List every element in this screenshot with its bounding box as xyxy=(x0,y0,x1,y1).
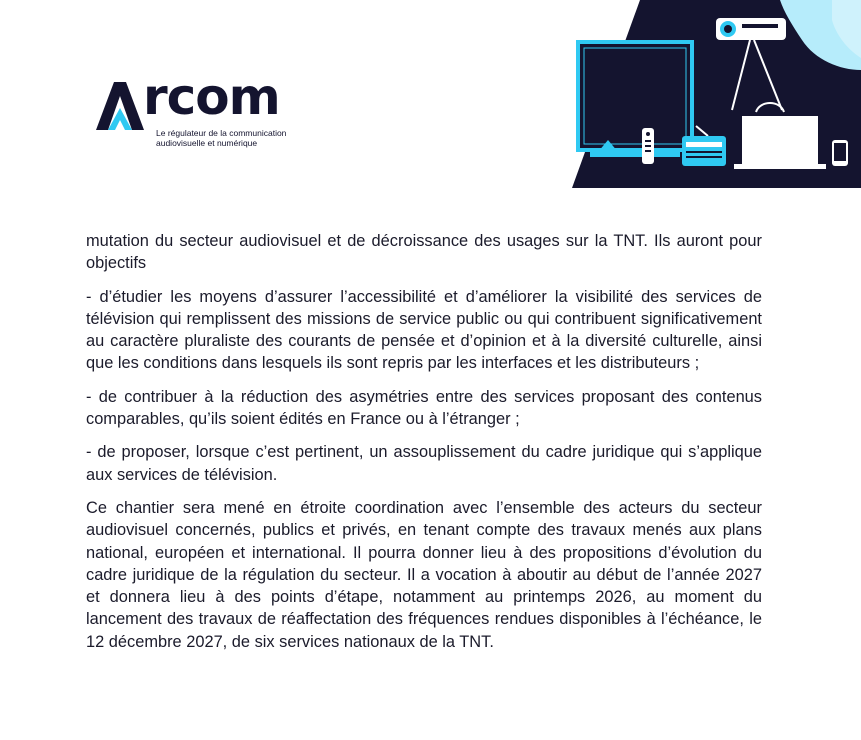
arcom-tagline xyxy=(156,128,326,148)
document-body xyxy=(86,230,762,664)
paragraph-objective-framework: - de proposer, lorsque c’est pertinent, un assouplissement du cadre juridique qui s’applique aux services de télévision. xyxy=(86,443,762,484)
paragraph-coordination: Ce chantier sera mené en étroite coordination avec l’ensemble des acteurs du secteur audiovisuel concernés, publics et privés, en tenant compte des travaux menés aux plans national, européen et international. Il pourra donner lieu à des propositions d’évolution du cadre juridique de la régulation du secteur. Il a vocation à aboutir au début de l’année 2027 et donnera lieu à des points d’étape, notamment au printemps 2026, au moment du lancement des travaux de réaffectation des fréquences rendues disponibles à l’échéance, le 12 décembre 2027, de six services nationaux de la TNT. xyxy=(86,498,762,651)
hero-illustration xyxy=(570,0,861,188)
tagline-line-1: Le régulateur de la communication xyxy=(156,128,287,138)
paragraph-intro: mutation du secteur audiovisuel et de décroissance des usages sur la TNT. Ils auront pour objectifs xyxy=(86,232,762,273)
television-icon xyxy=(576,40,694,157)
arcom-logo xyxy=(92,68,322,158)
paragraph-objective-accessibility: - d’étudier les moyens d’assurer l’accessibilité et d’améliorer la visibilité des services de télévision qui remplissent des missions de service public ou qui contribuent significativement au caractère pluraliste des courants de pensée et d’opinion et à la diversité culturelle, ainsi que les conditions dans lesquels ils sont repris par les interfaces et les distributeurs ; xyxy=(86,287,762,373)
arcom-wordmark: rcom xyxy=(143,68,280,126)
paragraph-objective-asymmetries: - de contribuer à la réduction des asymétries entre des services proposant des contenus comparables, qu’ils soient édités en France ou à l’étranger ; xyxy=(86,387,762,429)
arcom-a-logo-icon xyxy=(92,78,148,134)
tagline-line-2: audiovisuelle et numérique xyxy=(156,138,258,148)
remote-control-icon xyxy=(642,128,654,164)
smartphone-icon xyxy=(832,140,848,166)
